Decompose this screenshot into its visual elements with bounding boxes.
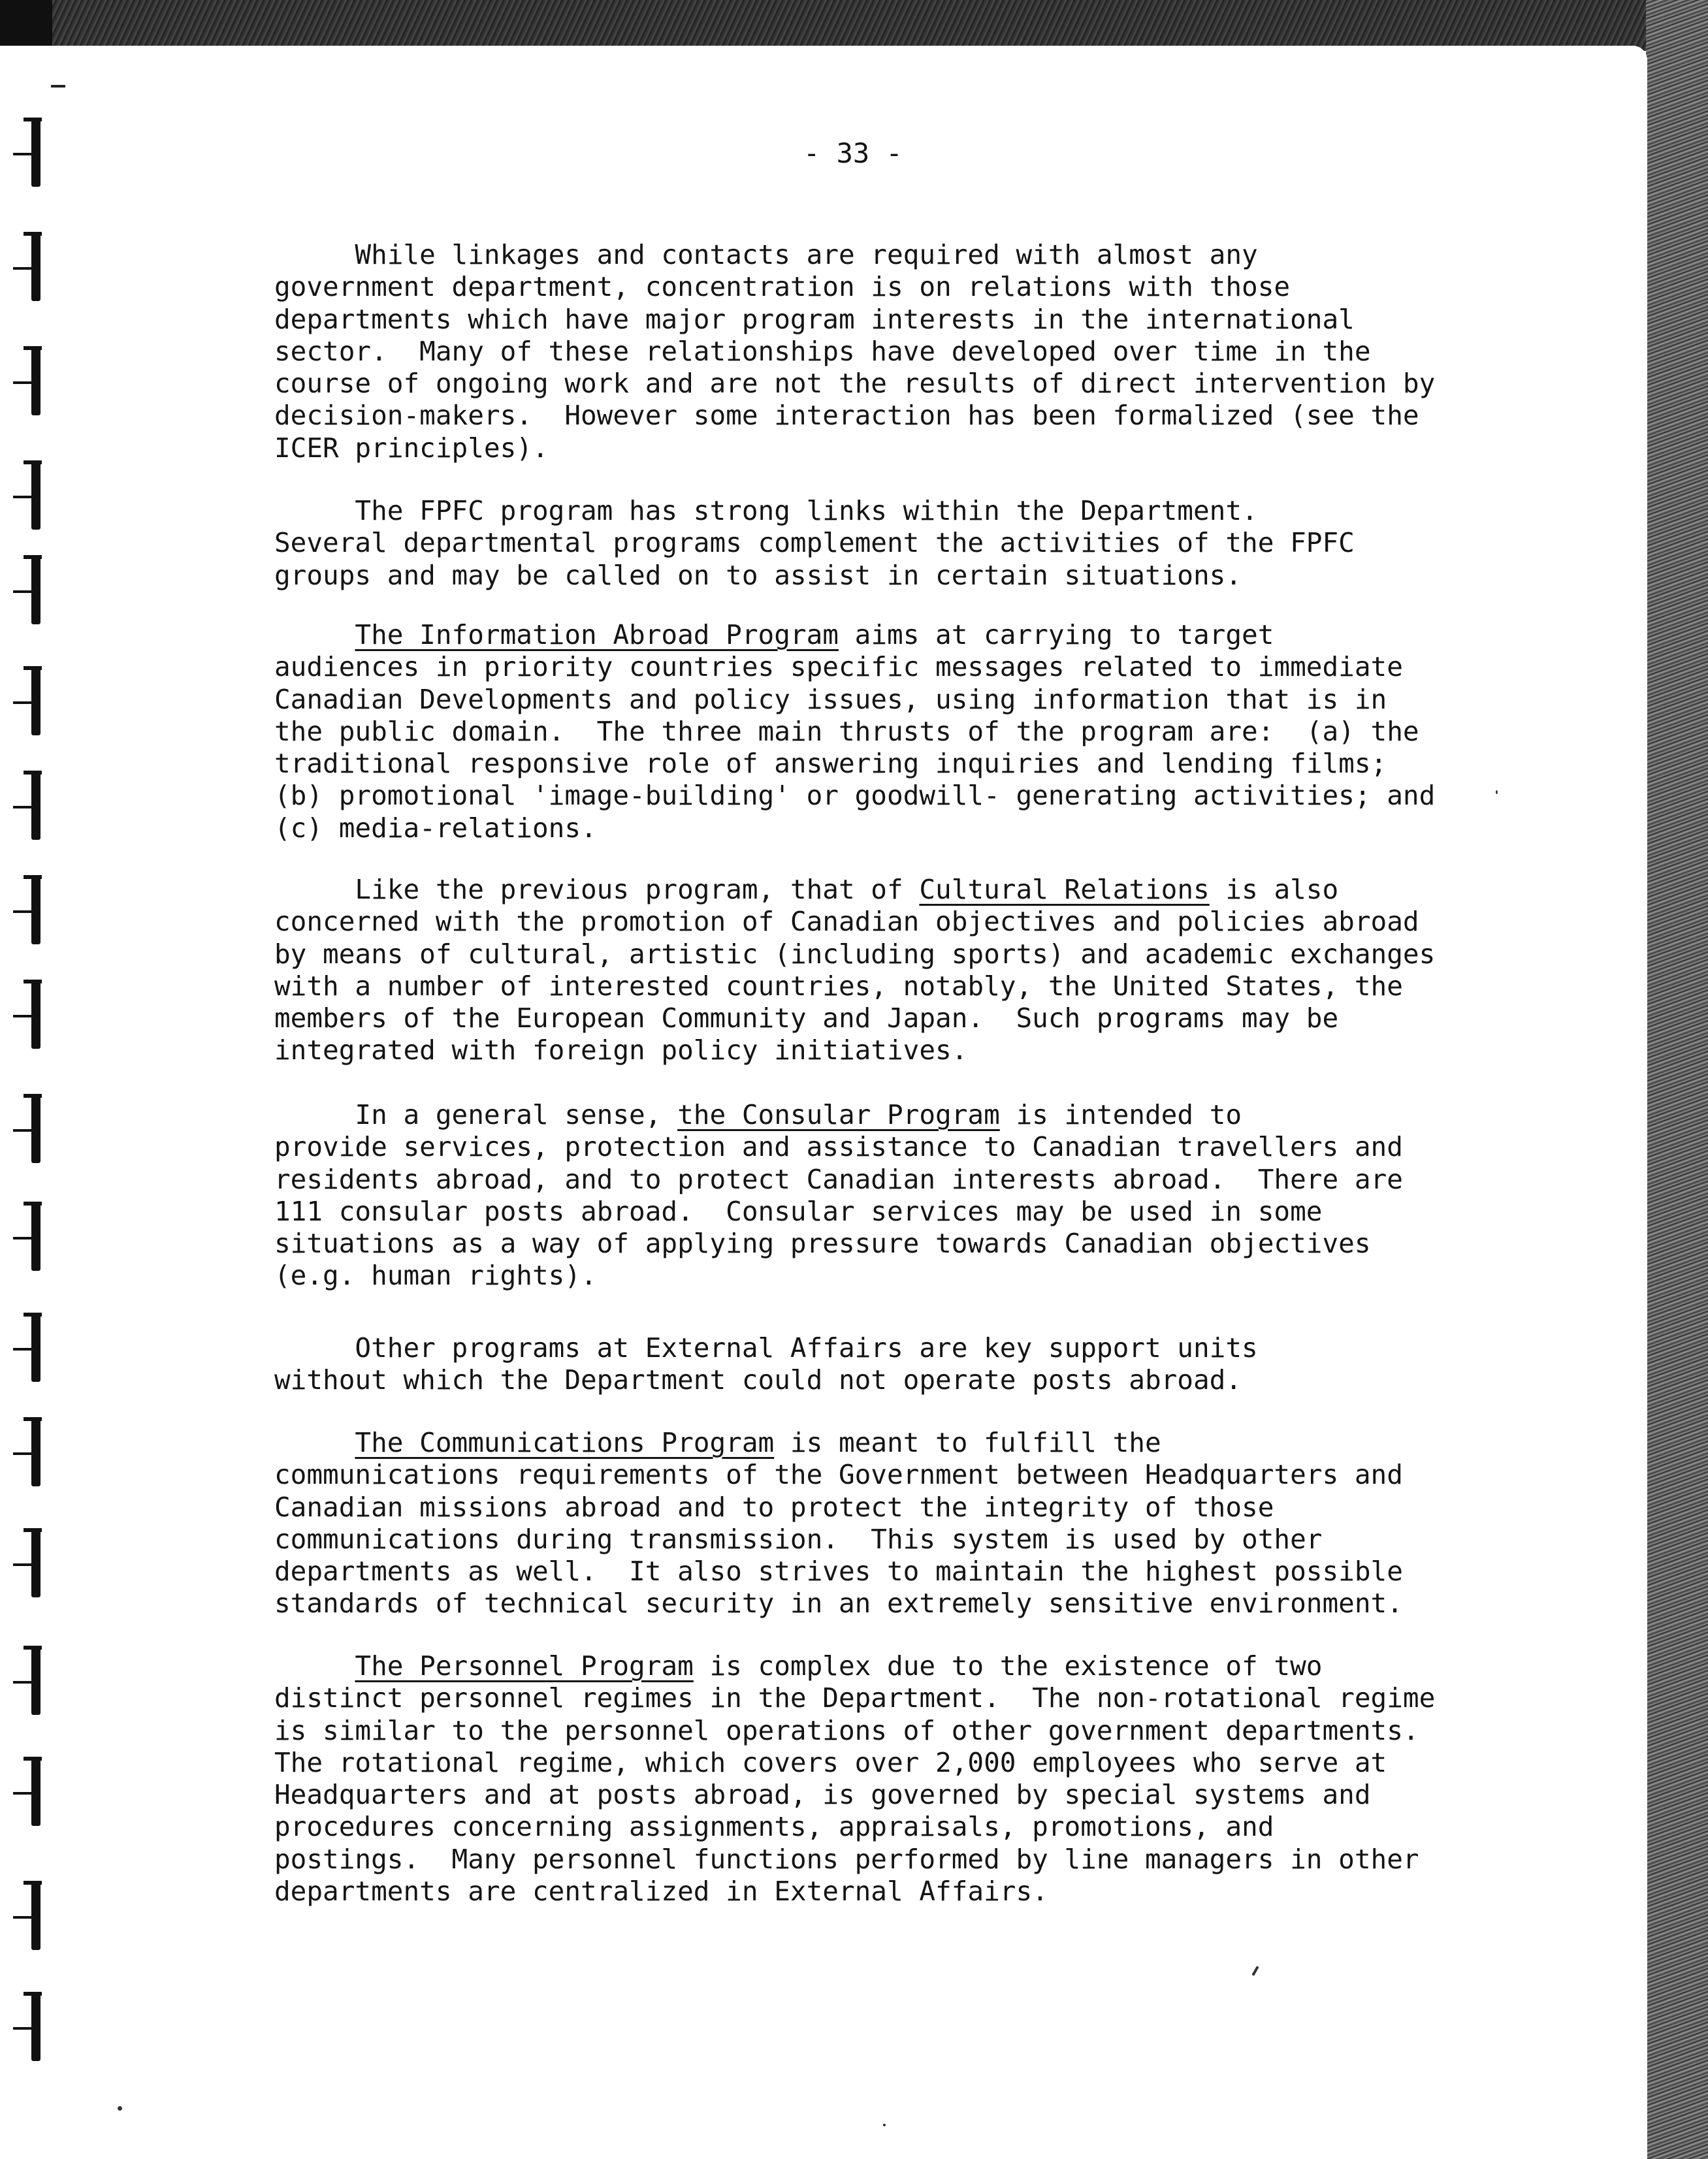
paragraph-cultural-relations (274, 874, 1443, 1067)
text-line: sector. Many of these relationships have developed over time in the (274, 335, 1371, 367)
text-line: with a number of interested countries, notably, the United States, the (274, 970, 1403, 1002)
text-segment: is complex due to the existence of two (693, 1650, 1323, 1682)
scan-top-border (0, 0, 1708, 51)
scan-speck (1496, 790, 1498, 794)
text-line: departments as well. It also strives to maintain the highest possible (274, 1556, 1403, 1588)
scan-speck (118, 2106, 122, 2111)
binder-hole (13, 980, 51, 1051)
binder-hole (13, 1646, 51, 1718)
text-segment: is intended to (999, 1099, 1242, 1130)
paragraph-personnel (274, 1650, 1443, 1908)
text-line (274, 1099, 1443, 1131)
text-line: concerned with the promotion of Canadian objectives and policies abroad (274, 906, 1419, 938)
binder-hole (13, 1881, 51, 1953)
paragraph-communications (274, 1427, 1443, 1620)
binder-holes (13, 118, 52, 2155)
text-line: Canadian Developments and policy issues, using information that is in (274, 683, 1387, 715)
binder-hole (13, 1094, 51, 1166)
binder-hole (13, 1528, 51, 1600)
text-segment: In a general sense, (274, 1099, 678, 1130)
paragraph-linkages (274, 239, 1443, 464)
text-segment: aims at carrying to target (838, 619, 1274, 650)
text-line: situations as a way of applying pressure towards Canadian objectives (274, 1228, 1371, 1260)
text-line: decision-makers. However some interaction has been formalized (see the (274, 400, 1419, 432)
binder-hole (13, 875, 51, 947)
underlined-program-name: The Communications Program (355, 1427, 775, 1458)
paragraph-information-abroad (274, 619, 1443, 844)
text-line (274, 874, 1443, 906)
scan-speck (883, 2124, 886, 2126)
text-line: Several departmental programs complement the activities of the FPFC (274, 527, 1355, 559)
text-segment: is meant to fulfill the (774, 1427, 1161, 1458)
text-line: postings. Many personnel functions performed by line managers in other (274, 1843, 1419, 1875)
underlined-program-name: The Personnel Program (355, 1650, 694, 1682)
text-line (274, 1650, 1443, 1682)
binder-hole (13, 232, 51, 304)
text-line: Other programs at External Affairs are key support units (274, 1332, 1258, 1364)
text-line: is similar to the personnel operations of other government departments. (274, 1714, 1419, 1746)
text-line: integrated with foreign policy initiatives. (274, 1034, 968, 1066)
text-segment: Like the previous program, that of (274, 874, 920, 905)
text-line: provide services, protection and assistance to Canadian travellers and (274, 1131, 1403, 1163)
paragraph-fpfc (274, 495, 1443, 592)
underlined-program-name: the Consular Program (677, 1099, 1000, 1130)
text-line: ICER principles). (274, 432, 549, 464)
text-line: departments which have major program interests in the international (274, 303, 1355, 335)
text-line: The FPFC program has strong links within the Department. (274, 495, 1258, 526)
underlined-program-name: Cultural Relations (919, 874, 1210, 905)
text-line: communications during transmission. This system is used by other (274, 1523, 1323, 1555)
underlined-program-name: The Information Abroad Program (355, 619, 839, 650)
text-line: audiences in priority countries specific messages related to immediate (274, 651, 1403, 683)
text-segment (274, 1650, 355, 1682)
text-line: without which the Department could not operate posts abroad. (274, 1364, 1242, 1396)
margin-dash (51, 85, 65, 88)
binder-hole (13, 1313, 51, 1384)
text-line: The rotational regime, which covers over 2,000 employees who serve at (274, 1746, 1387, 1778)
text-line: procedures concerning assignments, appraisals, promotions, and (274, 1811, 1274, 1843)
text-segment: is also (1209, 874, 1339, 905)
text-line: members of the European Community and Japan. Such programs may be (274, 1002, 1339, 1034)
binder-hole (13, 771, 51, 842)
binder-hole (13, 460, 51, 532)
binder-hole (13, 1992, 51, 2064)
text-segment (274, 619, 355, 650)
text-line: traditional responsive role of answering inquiries and lending films; (274, 748, 1387, 780)
text-line: communications requirements of the Government between Headquarters and (274, 1459, 1403, 1491)
text-line: course of ongoing work and are not the results of direct intervention by (274, 368, 1436, 400)
text-line (274, 1427, 1443, 1459)
text-line: (b) promotional 'image-building' or goodwill- generating activities; and (274, 780, 1436, 812)
text-line (274, 619, 1443, 651)
text-line: (c) media-relations. (274, 812, 597, 844)
binder-hole (13, 1417, 51, 1489)
text-line: by means of cultural, artistic (including sports) and academic exchanges (274, 938, 1436, 970)
paragraph-consular (274, 1099, 1443, 1292)
text-line: While linkages and contacts are required with almost any (274, 239, 1258, 270)
text-line: Headquarters and at posts abroad, is governed by special systems and (274, 1779, 1371, 1811)
text-line: government department, concentration is on relations with those (274, 271, 1291, 303)
text-segment (274, 1427, 355, 1458)
paragraph-other-programs (274, 1332, 1443, 1397)
text-line: departments are centralized in External Affairs. (274, 1876, 1048, 1908)
binder-hole (13, 555, 51, 627)
binder-hole (13, 346, 51, 418)
scan-corner (0, 0, 52, 51)
binder-hole (13, 666, 51, 738)
text-line: the public domain. The three main thrusts of the program are: (a) the (274, 715, 1419, 747)
binder-hole (13, 118, 51, 189)
text-line: 111 consular posts abroad. Consular services may be used in some (274, 1195, 1323, 1227)
text-line: Canadian missions abroad and to protect the integrity of those (274, 1491, 1274, 1523)
text-line: standards of technical security in an extremely sensitive environment. (274, 1588, 1403, 1620)
scan-right-border (1646, 0, 1708, 2159)
text-line: residents abroad, and to protect Canadian interests abroad. There are (274, 1163, 1403, 1195)
page-number: - 33 - (803, 137, 903, 169)
text-line: distinct personnel regimes in the Department. The non-rotational regime (274, 1682, 1436, 1714)
text-line: groups and may be called on to assist in certain situations. (274, 559, 1242, 591)
binder-hole (13, 1202, 51, 1273)
binder-hole (13, 1757, 51, 1829)
text-line: (e.g. human rights). (274, 1260, 597, 1292)
